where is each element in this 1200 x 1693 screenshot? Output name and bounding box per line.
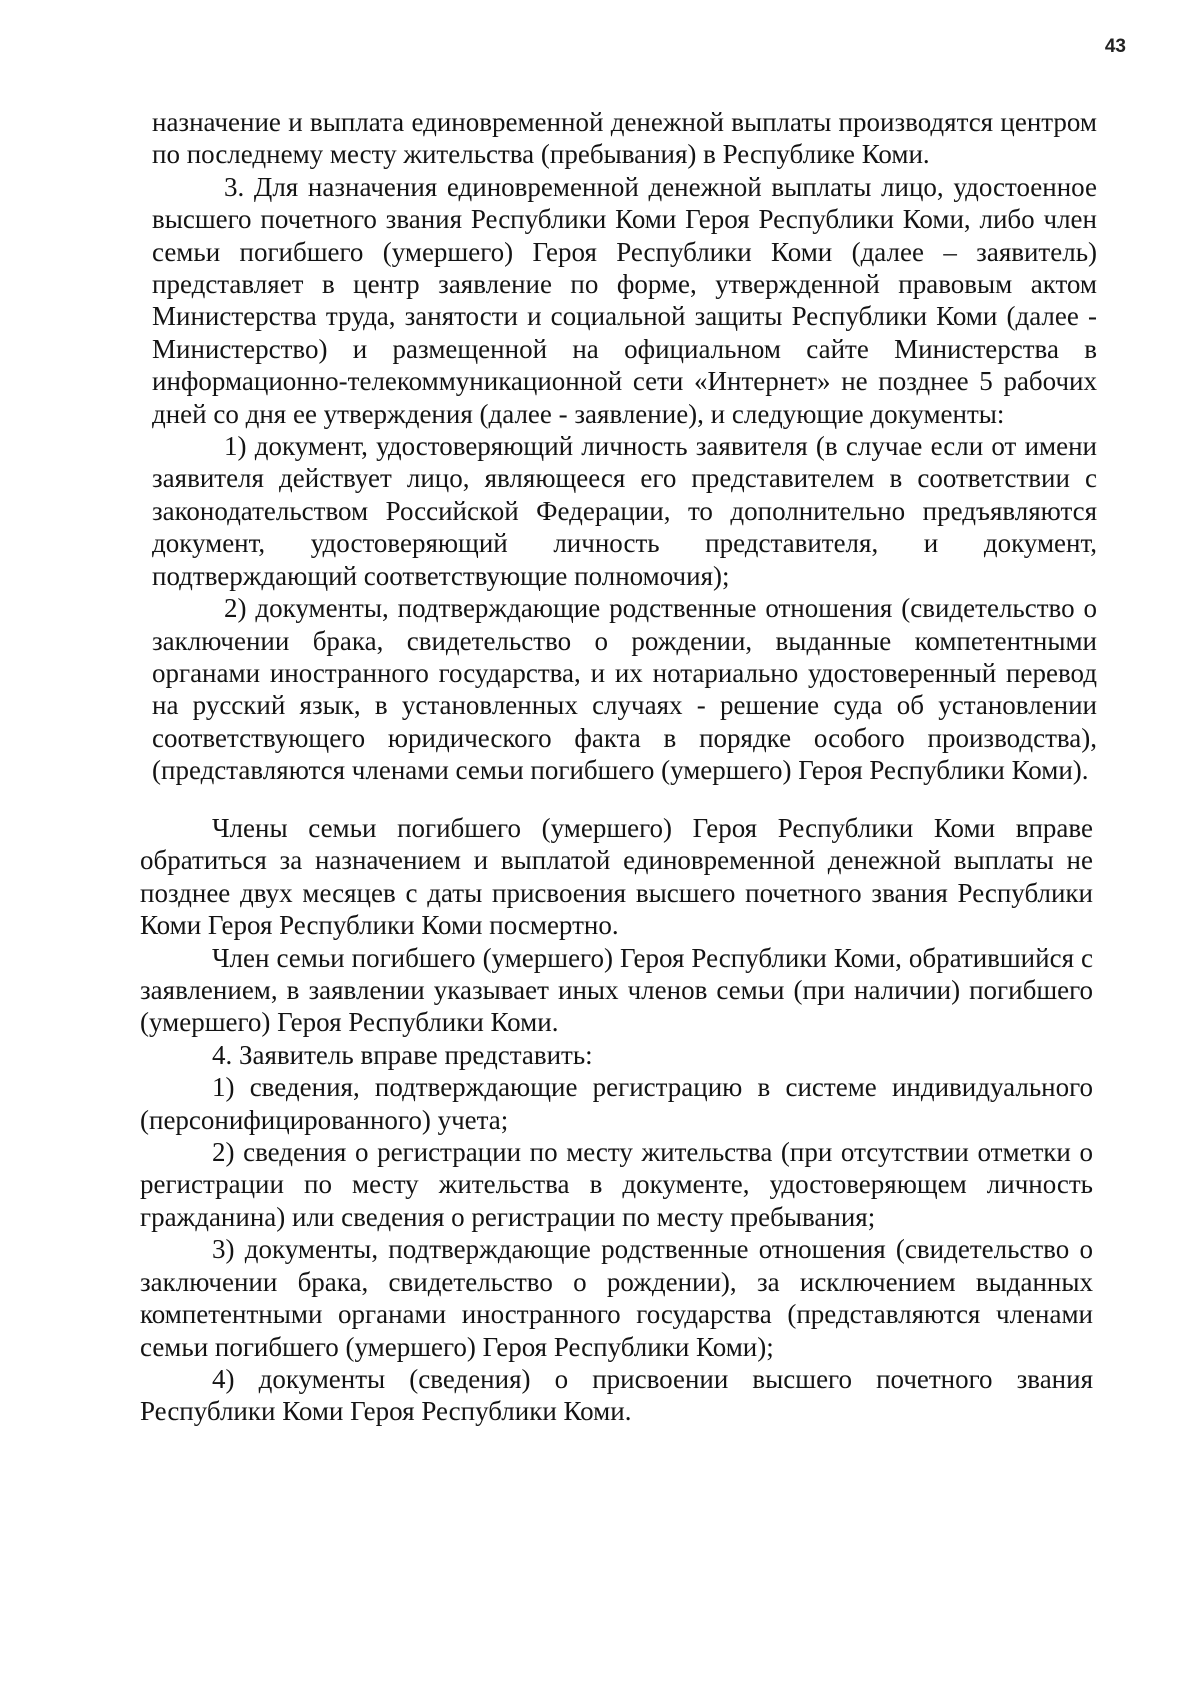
paragraph-9: 2) сведения о регистрации по месту жительства (при отсутствии отметки о регистрации по месту жительства в документе, удостоверяющем личность гражданина) или сведения о регистрации по месту пребывания; (140, 1137, 1093, 1232)
paragraph-8: 1) сведения, подтверждающие регистрацию в системе индивидуального (персонифицированного) учета; (140, 1072, 1093, 1135)
paragraph-5: Члены семьи погибшего (умершего) Героя Республики Коми вправе обратиться за назначением и выплатой единовременной денежной выплаты не позднее двух месяцев с даты присвоения высшего почетного звания Республики Коми Героя Республики Коми посмертно. (140, 813, 1093, 941)
paragraph-2: 3. Для назначения единовременной денежной выплаты лицо, удостоенное высшего почетного звания Республики Коми Героя Республики Коми, либо член семьи погибшего (умершего) Героя Республики Коми (далее – заявитель) представляет в центр заявление по форме, утвержденной правовым актом Министерства труда, занятости и социальной защиты Республики Коми (далее - Министерство) и размещенной на официальном сайте Министерства в информационно-телекоммуникационной сети «Интернет» не позднее 5 рабочих дней со дня ее утверждения (далее - заявление), и следующие документы: (152, 171, 1097, 429)
document-body-upper (152, 106, 1097, 787)
paragraph-6: Член семьи погибшего (умершего) Героя Республики Коми, обратившийся с заявлением, в заявлении указывает иных членов семьи (при наличии) погибшего (умершего) Героя Республики Коми. (140, 942, 1093, 1038)
paragraph-1: назначение и выплата единовременной денежной выплаты производятся центром по последнему месту жительства (пребывания) в Республике Коми. (152, 107, 1097, 170)
paragraph-10: 3) документы, подтверждающие родственные отношения (свидетельство о заключении брака, свидетельство о рождении), за исключением выданных компетентными органами иностранного государства (представляются членами семьи погибшего (умершего) Героя Республики Коми); (140, 1234, 1093, 1362)
paragraph-3: 1) документ, удостоверяющий личность заявителя (в случае если от имени заявителя действует лицо, являющееся его представителем в соответствии с законодательством Российской Федерации, то дополнительно предъявляются документ, удостоверяющий личность представителя, и документ, подтверждающий соответствующие полномочия); (152, 431, 1097, 591)
paragraph-4: 2) документы, подтверждающие родственные отношения (свидетельство о заключении брака, свидетельство о рождении, выданные компетентными органами иностранного государства, и их нотариально удостоверенный перевод на русский язык, в установленных случаях - решение суда об установлении соответствующего юридического факта в порядке особого производства), (представляются членами семьи погибшего (умершего) Героя Республики Коми). (152, 593, 1097, 786)
page-number: 43 (1104, 36, 1126, 57)
paragraph-11: 4) документы (сведения) о присвоении высшего почетного звания Республики Коми Героя Республики Коми. (140, 1363, 1093, 1427)
paragraph-7: 4. Заявитель вправе представить: (212, 1039, 593, 1070)
document-body-lower (140, 812, 1093, 1428)
